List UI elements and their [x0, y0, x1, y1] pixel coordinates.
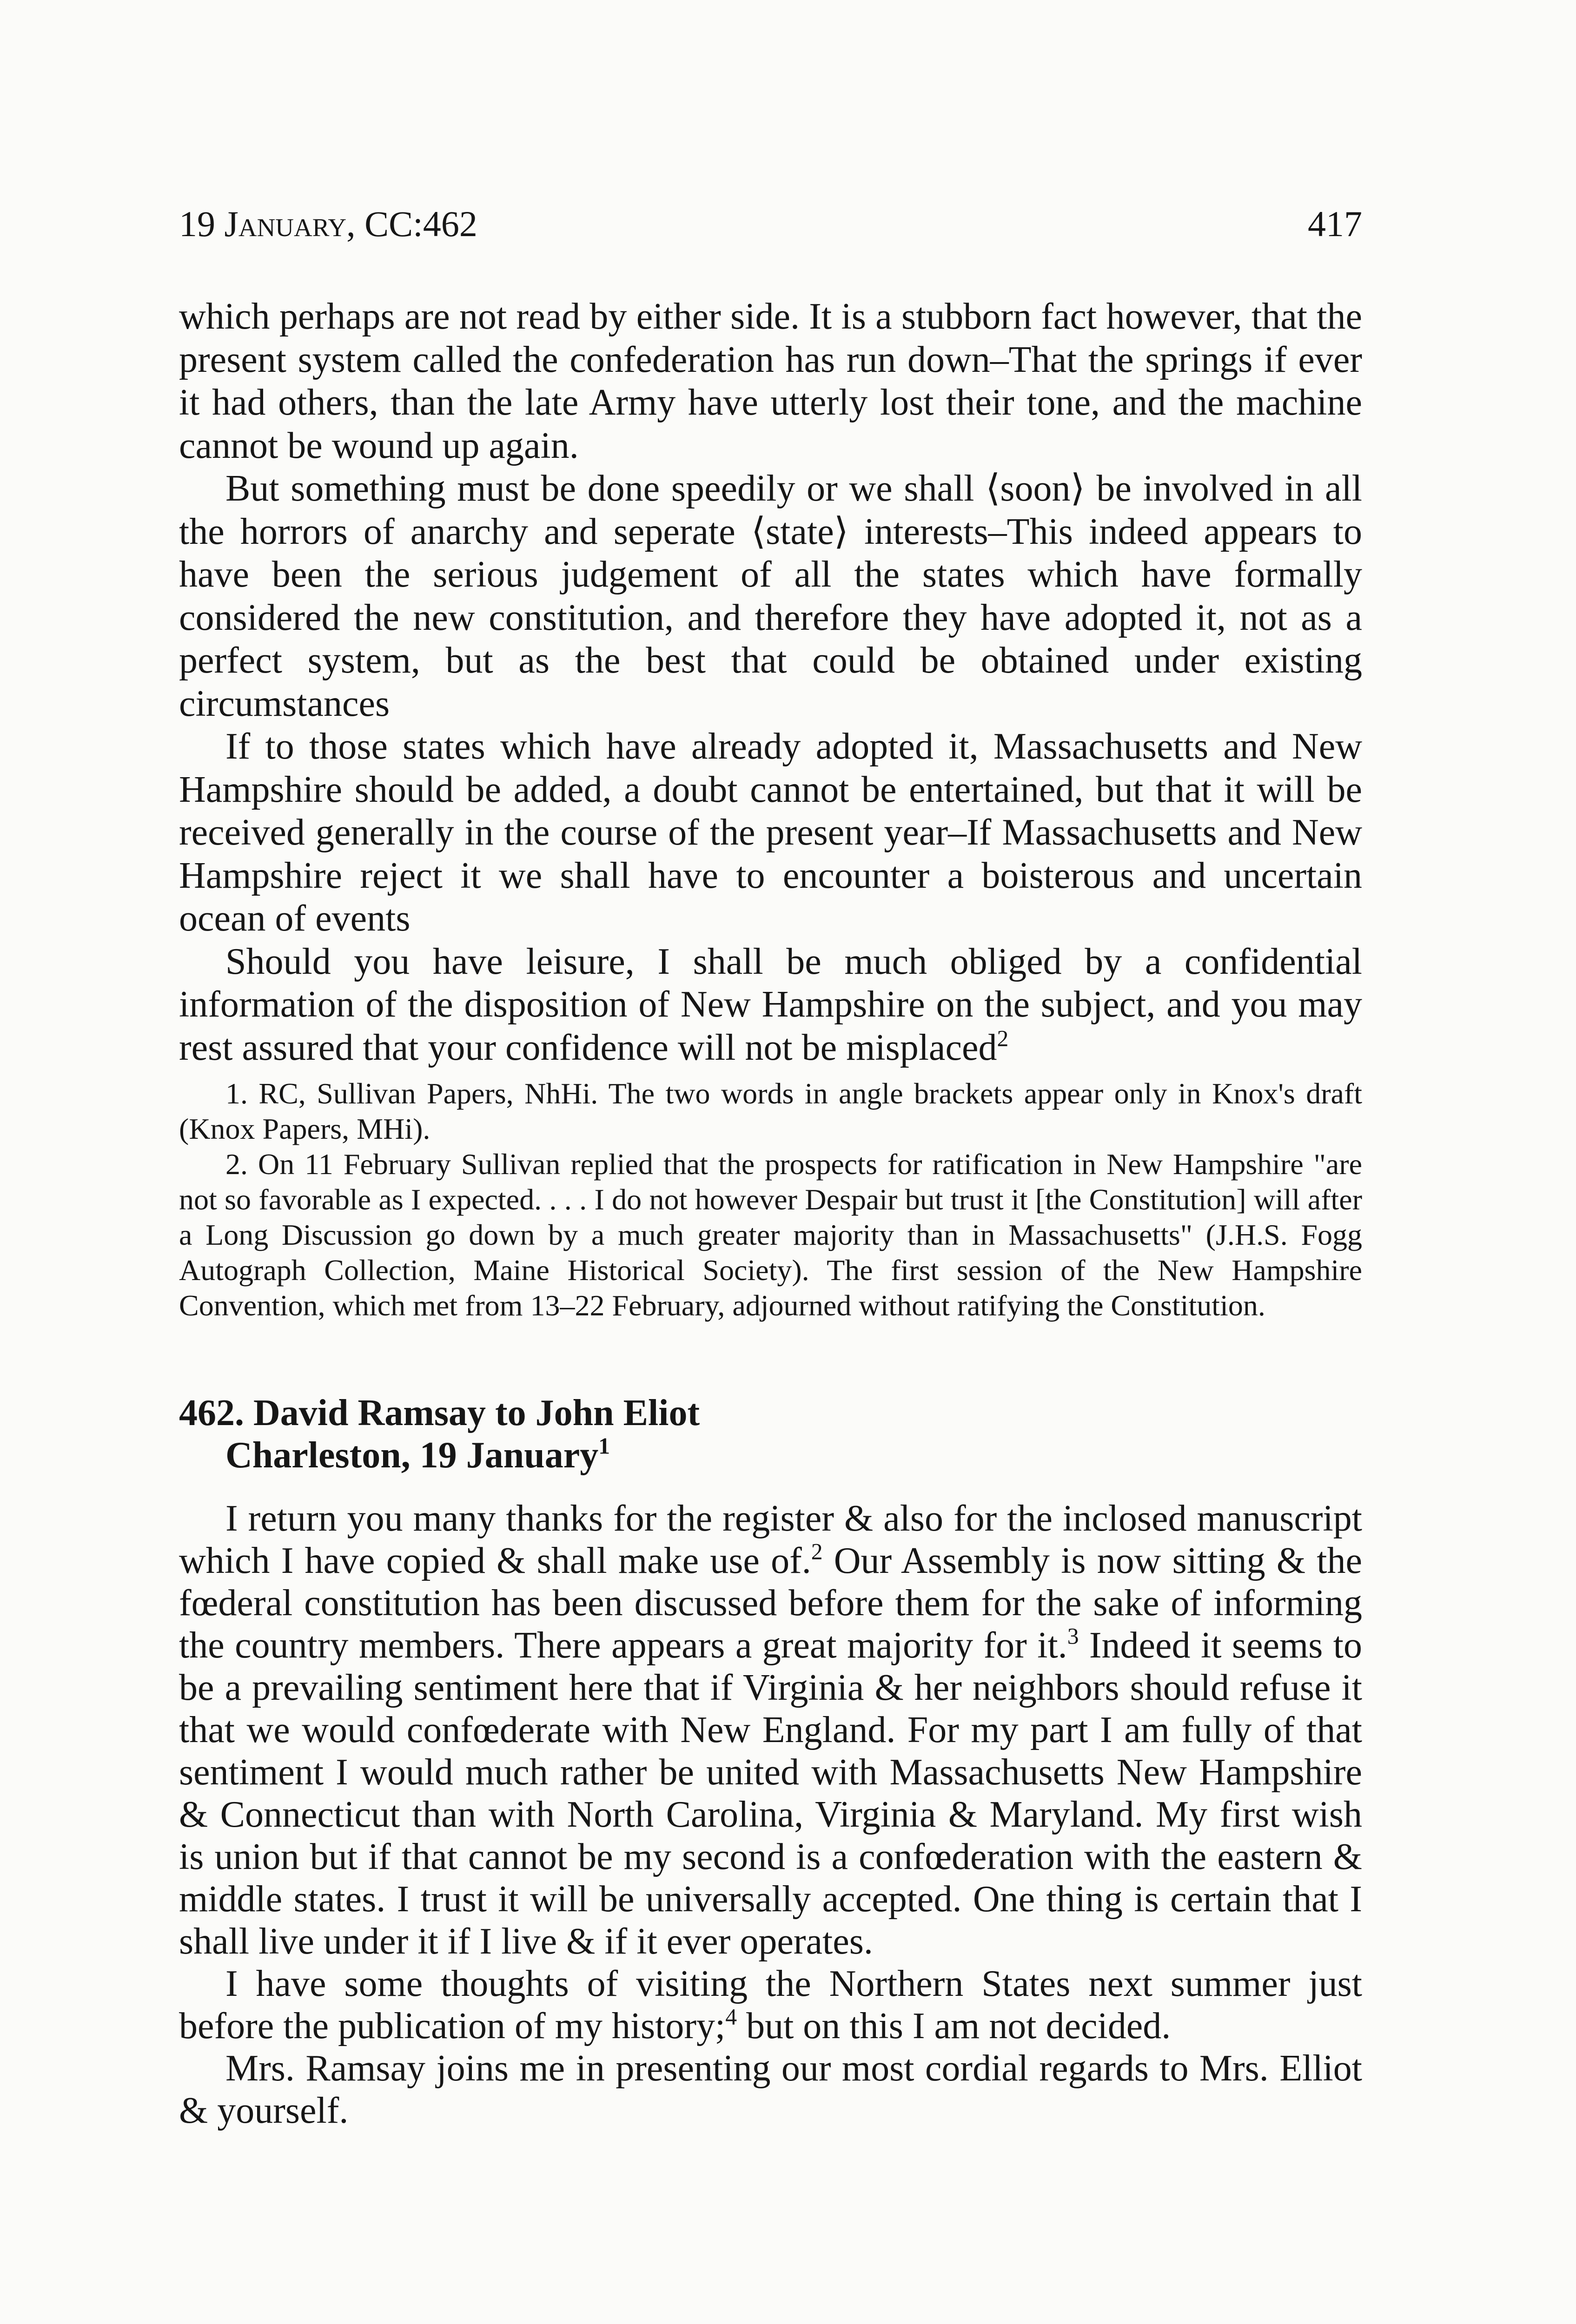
page-header	[179, 203, 1362, 254]
paragraph-text: I have some thoughts of visiting the Northern States next summer just before the publication of my history;	[179, 1963, 1362, 2047]
paragraph: which perhaps are not read by either side. It is a stubborn fact however, that the present system called the confederation has run down–That the springs if ever it had others, than the late Army have utterly lost their tone, and the machine cannot be wound up again.	[179, 296, 1362, 466]
paragraph	[179, 940, 1362, 1070]
running-head	[179, 203, 477, 245]
running-head-document: , CC:462	[346, 204, 477, 244]
document-heading	[179, 1392, 1362, 1477]
running-head-month: January	[224, 204, 347, 244]
paragraph-text: Should you have leisure, I shall be much obliged by a confidential information of the disposition of New Hampshire on the subject, and you may rest assured that your confidence will not be misplaced	[179, 941, 1362, 1068]
paragraph	[179, 1498, 1362, 1963]
paragraph-text: Our Assembly is now sitting & the fœderal constitution has been discussed before them for the sake of informing the country members. There appears a great majority for it.	[179, 1540, 1362, 1666]
footnote-reference: 3	[1067, 1623, 1079, 1649]
footnote: 2. On 11 February Sullivan replied that the prospects for ratification in New Hampshire "are not so favorable as I expected. . . . I do not however Despair but trust it [the Constitution] will after a Long Discussion go down by a much greater majority than in Massachusetts" (J.H.S. Fogg Autograph Collection, Maine Historical Society). The first session of the New Hampshire Convention, which met from 13–22 February, adjourned without ratifying the Constitution.	[179, 1148, 1362, 1322]
letter-continuation	[179, 295, 1362, 1069]
paragraph-text: but on this I am not decided.	[737, 2006, 1171, 2047]
paragraph: But something must be done speedily or we shall ⟨soon⟩ be involved in all the horrors of anarchy and seperate ⟨state⟩ interests–This indeed appears to have been the serious judgement of all the states which have formally considered the new constitution, and therefore they have adopted it, not as a perfect system, but as the best that could be obtained under existing circumstances	[179, 468, 1362, 724]
footnote-reference: 1	[598, 1433, 610, 1459]
footnote: 1. RC, Sullivan Papers, NhHi. The two words in angle brackets appear only in Knox's draft (Knox Papers, MHi).	[179, 1077, 1362, 1145]
paragraph: If to those states which have already adopted it, Massachusetts and New Hampshire should be added, a doubt cannot be entertained, but that it will be received generally in the course of the present year–If Massachusetts and New Hampshire reject it we shall have to encounter a boisterous and uncertain ocean of events	[179, 726, 1362, 939]
document-title: 462. David Ramsay to John Eliot	[179, 1393, 700, 1433]
dateline-text: Charleston, 19 January	[225, 1435, 599, 1476]
paragraph-text: I return you many thanks for the register & also for the inclosed manuscript which I have copied & shall make use of.	[179, 1498, 1362, 1581]
paragraph	[179, 1963, 1362, 2047]
footnote-reference: 4	[725, 2004, 737, 2030]
footnotes	[179, 1076, 1362, 1323]
paragraph: Mrs. Ramsay joins me in presenting our most cordial regards to Mrs. Elliot & yourself.	[179, 2048, 1362, 2131]
document-body	[179, 1498, 1362, 2132]
page-number: 417	[1308, 204, 1362, 244]
running-head-day: 19	[179, 204, 225, 244]
footnote-reference: 2	[997, 1025, 1009, 1051]
paragraph-text: Indeed it seems to be a prevailing sentiment here that if Virginia & her neighbors should refuse it that we would confœderate with New England. For my part I am fully of that sentiment I would much rather be united with Massachusetts New Hampshire & Connecticut than with North Carolina, Virginia & Maryland. My first wish is union but if that cannot be my second is a confœderation with the eastern & middle states. I trust it will be universally accepted. One thing is certain that I shall live under it if I live & if it ever operates.	[179, 1625, 1363, 1962]
document-dateline	[179, 1434, 1362, 1477]
footnote-reference: 2	[811, 1538, 823, 1565]
